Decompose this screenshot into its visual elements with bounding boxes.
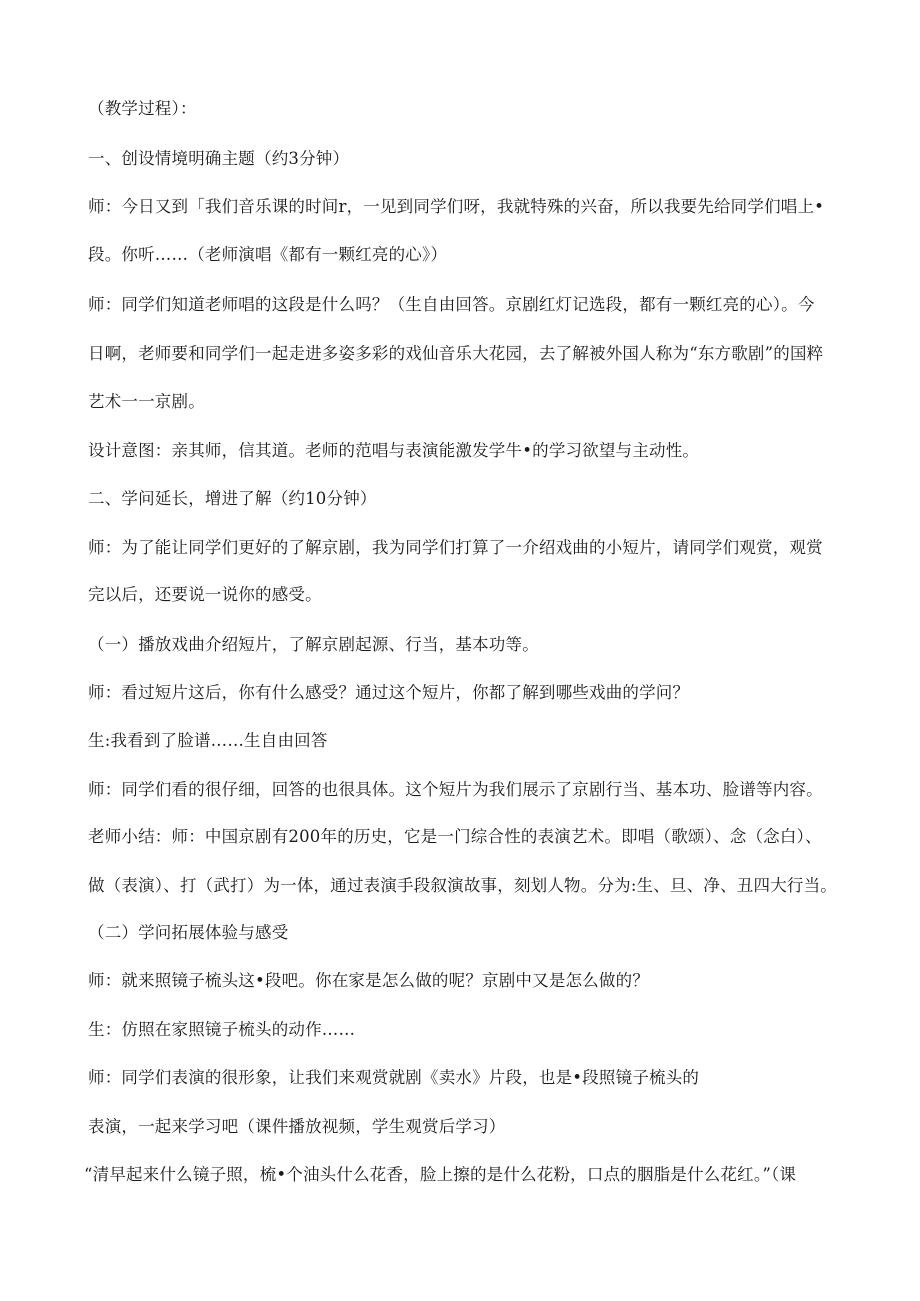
paragraph-line: 师：今日又到「我们音乐课的时间r，一见到同学们呀，我就特殊的兴奋，所以我要先给同学们唱上• <box>88 197 825 216</box>
subsection-heading-one: （一）播放戏曲介绍短片，了解京剧起源、行当，基本功等。 <box>88 635 539 654</box>
subsection-heading-two: （二）学问拓展体验与感受 <box>88 923 289 942</box>
paragraph-line: 师：为了能让同学们更好的了解京剧，我为同学们打算了一介绍戏曲的小短片，请同学们观赏，观赏 <box>88 538 823 557</box>
paragraph-line: 做（表演）、打（武打）为一体，通过表演手段叙演故事，刻划人物。分为:生、旦、净、丑四大行当。 <box>88 876 838 895</box>
paragraph-line: 艺术一一京剧。 <box>88 392 205 411</box>
paragraph-line: 段。你听……（老师演唱《都有一颗红亮的心》） <box>88 245 448 264</box>
design-intent-line: 设计意图：亲其师，信其道。老师的范唱与表演能激发学牛•的学习欲望与主动性。 <box>88 441 700 460</box>
paragraph-line: 师：同学们知道老师唱的这段是什么吗？（生自由回答。京剧红灯记选段，都有一颗红亮的心）。今 <box>88 295 815 314</box>
paragraph-line: 生:我看到了脸谱……生自由回答 <box>88 731 328 750</box>
paragraph-line: 师：同学们看的很仔细，回答的也很具体。这个短片为我们展示了京剧行当、基本功、脸谱等内容。 <box>88 780 823 799</box>
quoted-lyrics-line: “清早起来什么镜子照，梳•个油头什么花香，脸上擦的是什么花粉，口点的胭脂是什么花红。”（课 <box>84 1165 797 1184</box>
paragraph-line: 完以后，还要说一说你的感受。 <box>88 585 322 604</box>
section-heading-teaching-process: （教学过程）： <box>88 99 197 118</box>
paragraph-line: 生：仿照在家照镜子梳头的动作…… <box>88 1020 356 1039</box>
paragraph-line: 日啊，老师要和同学们一起走进多姿多彩的戏仙音乐大花园，去了解被外国人称为“东方歌剧”的国粹 <box>88 344 824 363</box>
paragraph-line: 师：就来照镜子梳头这•段吧。你在家是怎么做的呢？京剧中又是怎么做的？ <box>88 971 650 990</box>
paragraph-line: 老师小结：师：中国京剧有200年的历史，它是一门综合性的表演艺术。即唱（歌颂）、念（念白）、 <box>88 827 822 846</box>
section-heading-part-one: 一、创设情境明确主题（约3分钟） <box>88 149 350 168</box>
section-heading-part-two: 二、学问延长，增进了解（约10分钟） <box>88 489 377 508</box>
paragraph-line: 师：同学们表演的很形象，让我们来观赏就剧《卖水》片段，也是•段照镜子梳头的 <box>88 1068 700 1087</box>
paragraph-line: 师：看过短片这后，你有什么感受？通过这个短片，你都了解到哪些戏曲的学问？ <box>88 683 690 702</box>
paragraph-line: 表演，一起来学习吧（课件播放视频，学生观赏后学习） <box>88 1117 506 1136</box>
